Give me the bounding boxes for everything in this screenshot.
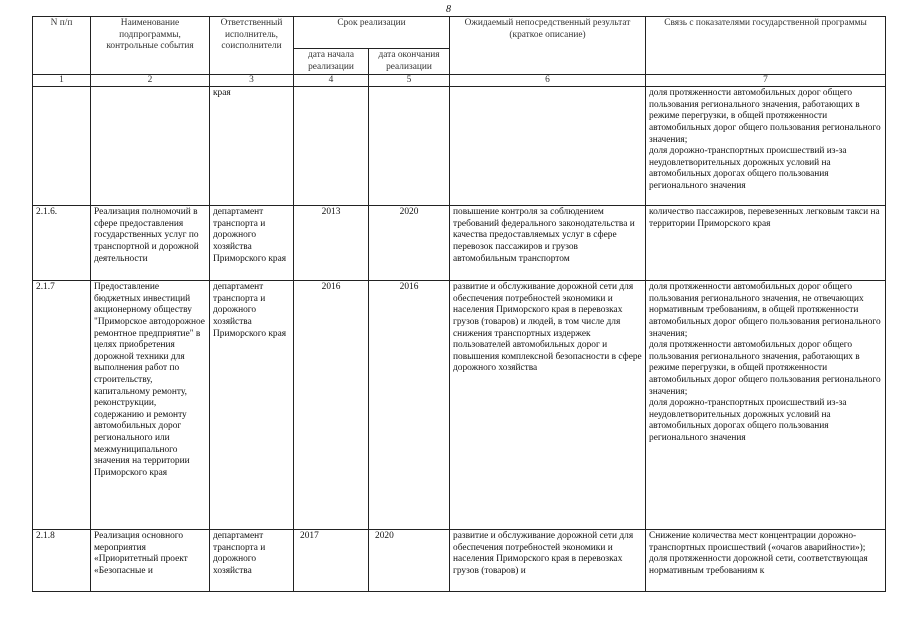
table-row bbox=[33, 281, 886, 530]
table-row bbox=[33, 530, 886, 592]
row-num bbox=[33, 87, 91, 206]
header-term: Срок реализации bbox=[294, 17, 450, 49]
row-end: 2016 bbox=[369, 281, 450, 530]
column-number: 1 bbox=[33, 75, 91, 87]
row-link: доля протяженности автомобильных дорог общего пользования регионального значения, работающих в режиме перегрузки, в общей протяженности автомобильных дорог общего пользования регионального значения; доля дорожно-транспортных происшествий из-за неудовлетворительных дорожных условий на автомобильных дорогах общего пользования регионального значения bbox=[646, 87, 886, 206]
row-responsible: департамент транспорта и дорожного хозяйства Приморского края bbox=[210, 206, 294, 281]
column-number: 2 bbox=[91, 75, 210, 87]
header-num: N п/п bbox=[33, 17, 91, 75]
header-responsible: Ответственный исполнитель, соисполнители bbox=[210, 17, 294, 75]
row-responsible: департамент транспорта и дорожного хозяйства Приморского края bbox=[210, 281, 294, 530]
row-end bbox=[369, 87, 450, 206]
row-num: 2.1.7 bbox=[33, 281, 91, 530]
header-link: Связь с показателями государственной программы bbox=[646, 17, 886, 75]
row-link: доля протяженности автомобильных дорог общего пользования регионального значения, не отвечающих нормативным требованиям, в общей протяженности автомобильных дорог общего пользования регионального значения; доля протяженности автомобильных дорог общего пользования регионального значения, работающих в режиме перегрузки, в общей протяженности автомобильных дорог общего пользования регионального значения; доля дорожно-транспортных происшествий из-за неудовлетворительных дорожных условий на автомобильных дорогах общего пользования регионального значения bbox=[646, 281, 886, 530]
header-end: дата окончания реализации bbox=[369, 49, 450, 75]
header-start: дата начала реализации bbox=[294, 49, 369, 75]
header-result: Ожидаемый непосредственный результат (краткое описание) bbox=[450, 17, 646, 75]
table-row bbox=[33, 206, 886, 281]
column-number: 6 bbox=[450, 75, 646, 87]
row-name: Реализация полномочий в сфере предоставления государственных услуг по транспортной и дорожной деятельности bbox=[91, 206, 210, 281]
row-num: 2.1.8 bbox=[33, 530, 91, 592]
row-name bbox=[91, 87, 210, 206]
row-result: развитие и обслуживание дорожной сети для обеспечения потребностей экономики и населения Приморского края в перевозках грузов (товаров) и людей, в том числе для снижения транспортных издержек пользователей автомобильных дорог и повышения комплексной безопасности в сфере дорожного хозяйства bbox=[450, 281, 646, 530]
row-responsible: департамент транспорта и дорожного хозяйства bbox=[210, 530, 294, 592]
row-start: 2016 bbox=[294, 281, 369, 530]
row-end: 2020 bbox=[369, 530, 450, 592]
row-result: повышение контроля за соблюдением требований федерального законодательства и качества предоставляемых услуг в сфере перевозок пассажиров и грузов автомобильным транспортом bbox=[450, 206, 646, 281]
row-name: Предоставление бюджетных инвестиций акционерному обществу "Приморское автодорожное ремонтное предприятие" в целях приобретения дорожной техники для выполнения работ по строительству, капитальному ремонту, реконструкции, содержанию и ремонту автомобильных дорог регионального или межмуниципального значения на территории Приморского края bbox=[91, 281, 210, 530]
column-number: 5 bbox=[369, 75, 450, 87]
row-start: 2013 bbox=[294, 206, 369, 281]
column-number: 3 bbox=[210, 75, 294, 87]
row-responsible: края bbox=[210, 87, 294, 206]
column-number: 7 bbox=[646, 75, 886, 87]
program-table bbox=[32, 16, 886, 592]
row-num: 2.1.6. bbox=[33, 206, 91, 281]
column-number: 4 bbox=[294, 75, 369, 87]
row-link: количество пассажиров, перевезенных легковым такси на территории Приморского края bbox=[646, 206, 886, 281]
page-number: 8 bbox=[446, 4, 451, 15]
row-name: Реализация основного мероприятия «Приоритетный проект «Безопасные и bbox=[91, 530, 210, 592]
table-row bbox=[33, 87, 886, 206]
row-result bbox=[450, 87, 646, 206]
header-name: Наименование подпрограммы, контрольные события bbox=[91, 17, 210, 75]
row-link: Снижение количества мест концентрации дорожно-транспортных происшествий («очагов аварийности»); доля протяженности дорожной сети, соответствующая нормативным требованиям к bbox=[646, 530, 886, 592]
row-result: развитие и обслуживание дорожной сети для обеспечения потребностей экономики и населения Приморского края в перевозках грузов (товаров) и bbox=[450, 530, 646, 592]
row-end: 2020 bbox=[369, 206, 450, 281]
row-start bbox=[294, 87, 369, 206]
row-start: 2017 bbox=[294, 530, 369, 592]
